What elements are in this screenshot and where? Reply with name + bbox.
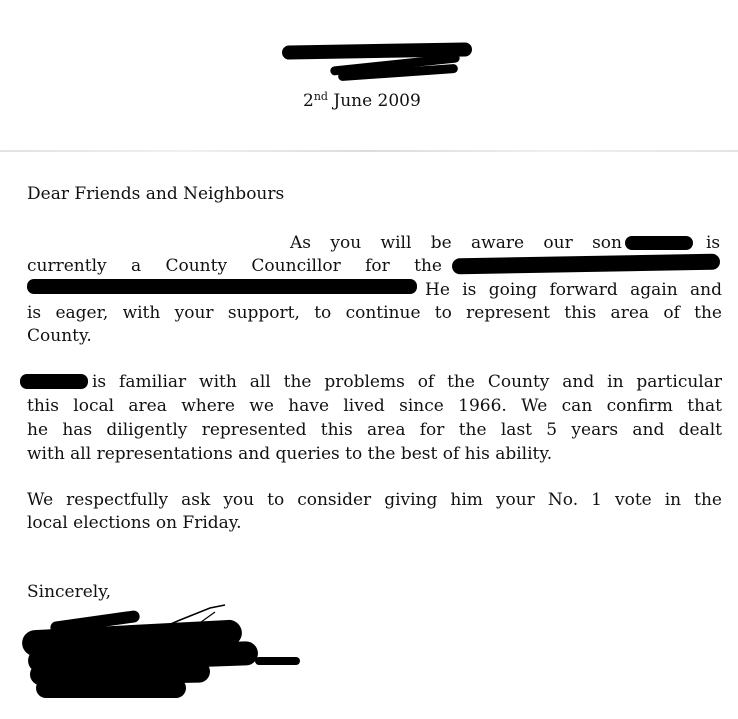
salutation: Dear Friends and Neighbours [27, 184, 285, 204]
redacted-name-2 [20, 374, 88, 389]
paragraph-2-line-3: he has diligently represented this area for the last 5 years and dealt [27, 420, 722, 440]
paragraph-1-line-3: He is going forward again and [425, 280, 722, 300]
paragraph-1-line-1: As you will be aware our son [290, 233, 622, 253]
paragraph-1-line-1-end: is [706, 233, 721, 253]
paragraph-1-line-4: is eager, with your support, to continue to represent this area of the [27, 303, 722, 323]
letter-date: 2nd June 2009 [303, 90, 421, 111]
paragraph-1-line-5: County. [27, 326, 92, 346]
paragraph-1-line-2: currently a County Councillor for the [27, 256, 442, 276]
redacted-son-name [625, 236, 693, 250]
paragraph-2-line-2: this local area where we have lived since 1966. We can confirm that [27, 396, 722, 416]
closing: Sincerely, [27, 582, 111, 602]
redacted-electoral-area-2 [27, 279, 417, 294]
paragraph-3-line-2: local elections on Friday. [27, 513, 242, 533]
paragraph-2-line-4: with all representations and queries to the best of his ability. [27, 444, 553, 464]
fold-line [0, 150, 738, 152]
paragraph-3-line-1: We respectfully ask you to consider giving him your No. 1 vote in the [27, 490, 722, 510]
paragraph-2-line-1: is familiar with all the problems of the County and in particular [92, 372, 722, 392]
redacted-electoral-area-1 [452, 254, 720, 275]
signature-flourish [140, 600, 230, 640]
